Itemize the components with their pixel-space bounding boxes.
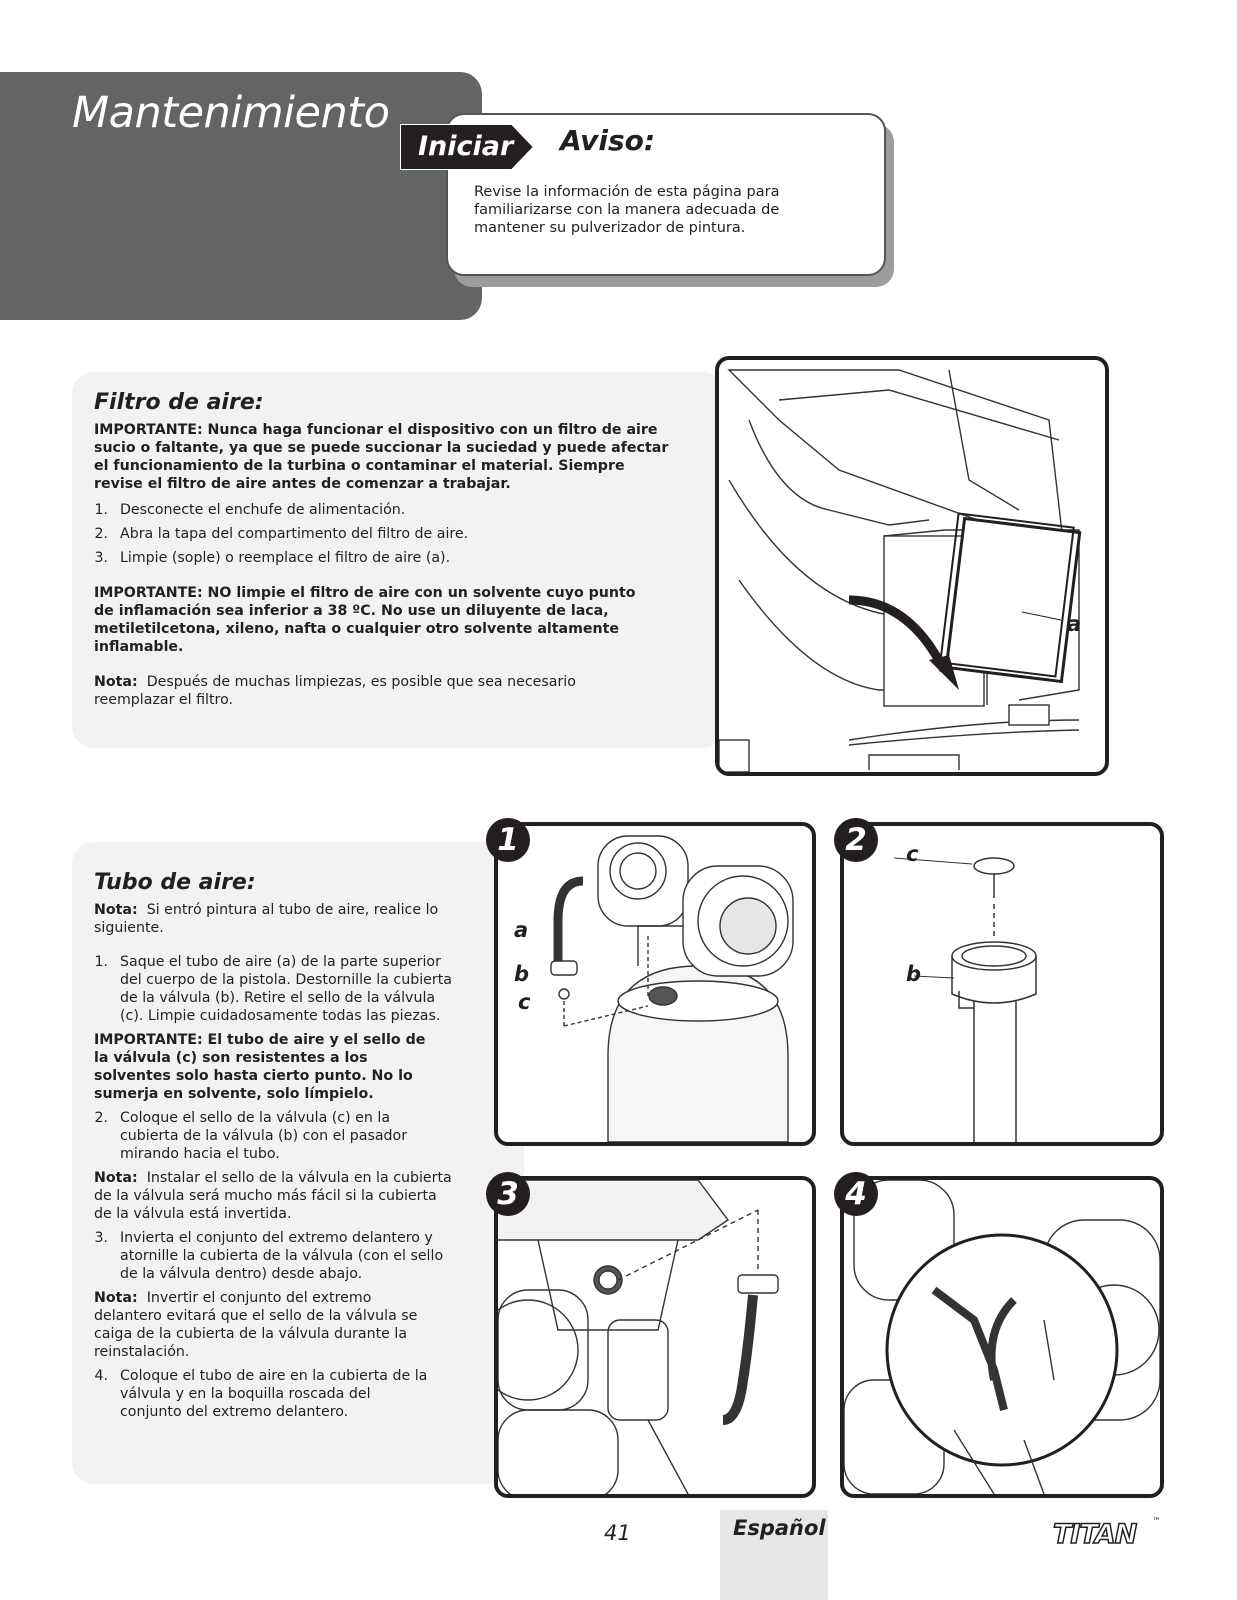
list-item: 2. Abra la tapa del compartimento del filtro de aire. [94, 526, 469, 542]
air-tube-note-3: Nota: Invertir el conjunto del extremo delantero evitará que el sello de la válvula se caiga de la cubierta de la válvula durante la reinstalación. [94, 1290, 418, 1360]
figure-2-label-c: c [906, 842, 919, 866]
notice-text: Revise la información de esta página para familiarizarse con la manera adecuada de mantener su pulverizador de pintura. [474, 184, 780, 236]
list-item: 1. Desconecte el enchufe de alimentación. [94, 502, 406, 518]
air-filter-illustration [715, 356, 1109, 776]
step-badge-2: 2 [834, 818, 878, 862]
figure-3-drawing [498, 1180, 812, 1494]
step-badge-4: 4 [834, 1172, 878, 1216]
figure-4-drawing [844, 1180, 1160, 1494]
start-label: Iniciar [418, 131, 514, 162]
air-tube-step-3 [86, 1229, 460, 1283]
figure-3 [494, 1176, 816, 1498]
notice-title: Aviso: [560, 124, 656, 157]
air-tube-step-1 [86, 953, 460, 1025]
air-filter-label-a: a [1067, 612, 1082, 636]
figure-1-drawing [498, 826, 812, 1142]
list-item: 2. Coloque el sello de la válvula (c) en la cubierta de la válvula (b) con el pasador mirando hacia el tubo. [94, 1110, 408, 1162]
air-filter-important-1: IMPORTANTE: Nunca haga funcionar el dispositivo con un filtro de aire sucio o faltante, ya que se puede succionar la suciedad y puede afectar el funcionamiento de la turbina o contaminar el material. Siempre revise el filtro de aire antes de comenzar a trabajar. [94, 422, 669, 492]
air-filter-steps [86, 501, 672, 567]
figure-2 [840, 822, 1164, 1146]
figure-1-label-b: b [514, 962, 530, 986]
list-item: 3. Invierta el conjunto del extremo delantero y atornille la cubierta de la válvula (con el sello de la válvula dentro) desde abajo. [94, 1230, 444, 1282]
figure-1-label-a: a [514, 918, 529, 942]
air-tube-title: Tubo de aire: [94, 870, 256, 895]
air-filter-content [94, 390, 672, 709]
trademark: ™ [1152, 1517, 1161, 1527]
list-item: 4. Coloque el tubo de aire en la cubierta de la válvula y en la boquilla roscada del conjunto del extremo delantero. [94, 1368, 428, 1420]
air-filter-title: Filtro de aire: [94, 390, 264, 415]
page-title: Mantenimiento [72, 88, 390, 138]
air-filter-important-2: IMPORTANTE: NO limpie el filtro de aire con un solvente cuyo punto de inflamación sea inferior a 38 ºC. No use un diluyente de laca, metiletilcetona, xileno, nafta o cualquier otro solvente altamente inflamable. [94, 585, 636, 655]
list-item: 1. Saque el tubo de aire (a) de la parte superior del cuerpo de la pistola. Destornille la cubierta de la válvula (b). Retire el sello de la válvula (c). Limpie cuidadosamente todas las piezas. [94, 954, 452, 1024]
figure-1 [494, 822, 816, 1146]
air-tube-step-4 [86, 1367, 436, 1421]
figure-2-label-b: b [906, 962, 922, 986]
air-tube-note-1: Nota: Si entró pintura al tubo de aire, realice lo siguiente. [94, 902, 439, 936]
figure-4 [840, 1176, 1164, 1498]
air-tube-content [94, 870, 460, 1421]
air-tube-step-2 [86, 1109, 424, 1163]
figure-2-drawing [844, 826, 1160, 1142]
brand-logo: TITAN [1053, 1519, 1137, 1550]
start-tag [400, 124, 536, 170]
air-tube-note-2: Nota: Instalar el sello de la válvula en la cubierta de la válvula será mucho más fácil si la cubierta de la válvula está invertida. [94, 1170, 452, 1222]
figure-1-label-c: c [518, 990, 531, 1014]
step-badge-1: 1 [486, 818, 530, 862]
air-filter-drawing [719, 360, 1105, 772]
step-badge-3: 3 [486, 1172, 530, 1216]
air-tube-important: IMPORTANTE: El tubo de aire y el sello de la válvula (c) son resistentes a los solventes solo hasta cierto punto. No lo sumerja en solvente, solo límpielo. [94, 1032, 426, 1102]
page-number: 41 [604, 1521, 631, 1545]
language-label: Español [733, 1516, 826, 1540]
list-item: 3. Limpie (sople) o reemplace el filtro de aire (a). [94, 550, 451, 566]
air-filter-note: Nota: Después de muchas limpiezas, es posible que sea necesario reemplazar el filtro. [94, 674, 576, 708]
